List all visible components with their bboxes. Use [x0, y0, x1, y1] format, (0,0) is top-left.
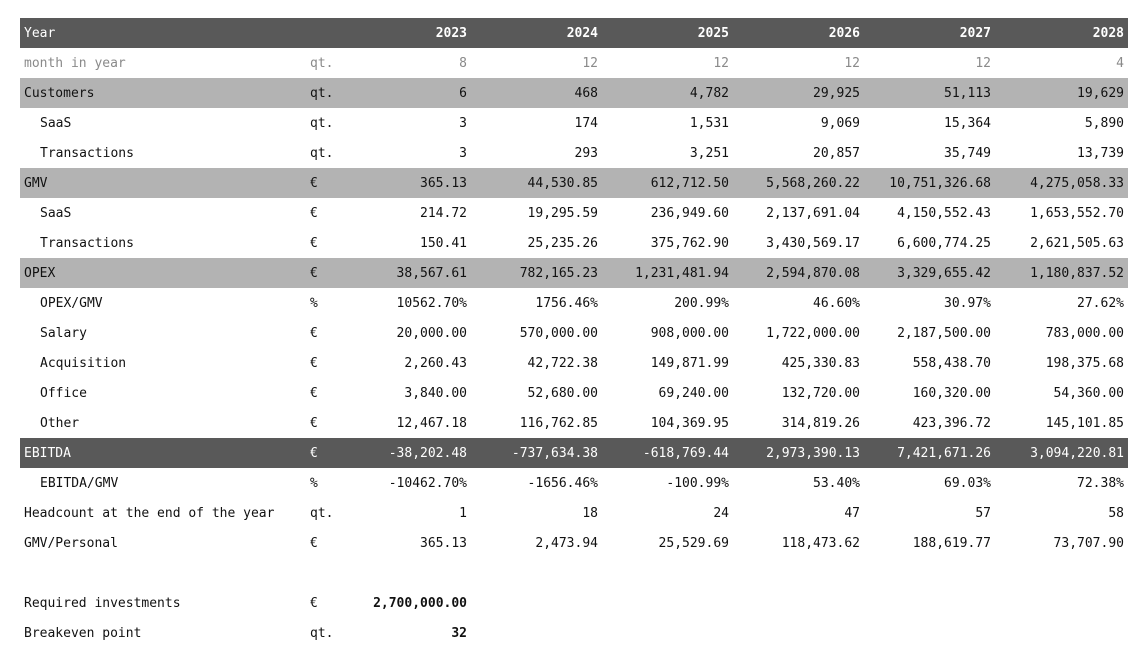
year-header-2028: 2028: [1092, 25, 1124, 41]
cell-2027: 10,751,326.68: [889, 175, 991, 191]
cell-2028: 783,000.00: [1045, 325, 1124, 341]
cell-2027: 35,749: [944, 145, 991, 161]
header-row: [20, 18, 1128, 48]
empty-cell: [864, 618, 995, 648]
row-label: GMV/Personal: [24, 535, 118, 551]
empty-cell: [602, 618, 733, 648]
cell-2027: 12: [975, 55, 991, 71]
cell-2028: 5,890: [1084, 115, 1124, 131]
unit-header: [308, 18, 340, 48]
cell-2023: 38,567.61: [396, 265, 467, 281]
empty-cell: [733, 588, 864, 618]
summary-row-breakeven-point: [20, 618, 1128, 648]
cell-2026: 2,973,390.13: [766, 445, 860, 461]
row-label: EBITDA/GMV: [40, 475, 119, 491]
cell-2028: 58: [1108, 505, 1124, 521]
row-unit: qt.: [310, 55, 334, 71]
year-header-2024: 2024: [566, 25, 598, 41]
summary-unit: qt.: [310, 625, 334, 641]
row-label: Headcount at the end of the year: [24, 505, 275, 521]
row-unit: €: [310, 325, 318, 341]
cell-2023: 150.41: [420, 235, 467, 251]
cell-2024: 52,680.00: [527, 385, 598, 401]
row-unit: %: [310, 475, 318, 491]
table-row-transactions: [20, 138, 1128, 168]
cell-2023: 3: [459, 115, 467, 131]
summary-unit: €: [310, 595, 318, 611]
table-row-gmv: [20, 168, 1128, 198]
cell-2025: 612,712.50: [650, 175, 729, 191]
cell-2025: 4,782: [689, 85, 729, 101]
cell-2028: 145,101.85: [1045, 415, 1124, 431]
cell-2025: 25,529.69: [658, 535, 729, 551]
cell-2024: 25,235.26: [527, 235, 598, 251]
table-row-customers: [20, 78, 1128, 108]
cell-2027: 57: [975, 505, 991, 521]
cell-2027: 6,600,774.25: [897, 235, 991, 251]
year-header-2023: 2023: [435, 25, 467, 41]
cell-2027: 423,396.72: [912, 415, 991, 431]
row-unit: qt.: [310, 505, 334, 521]
cell-2026: 53.40%: [813, 475, 860, 491]
row-label: SaaS: [40, 205, 72, 221]
row-unit: €: [310, 205, 318, 221]
cell-2025: 69,240.00: [658, 385, 729, 401]
cell-2028: 2,621,505.63: [1030, 235, 1124, 251]
cell-2023: 365.13: [420, 175, 467, 191]
cell-2023: 6: [459, 85, 467, 101]
cell-2027: 15,364: [944, 115, 991, 131]
cell-2026: 2,137,691.04: [766, 205, 860, 221]
cell-2024: 42,722.38: [527, 355, 598, 371]
cell-2026: 3,430,569.17: [766, 235, 860, 251]
empty-cell: [995, 588, 1128, 618]
row-unit: %: [310, 295, 318, 311]
row-unit: €: [310, 175, 318, 191]
cell-2028: 72.38%: [1077, 475, 1124, 491]
table-body: [20, 48, 1128, 558]
table-row-headcount-at-the-end-of-the-year: [20, 498, 1128, 528]
cell-2028: 1,180,837.52: [1030, 265, 1124, 281]
table-row-office: [20, 378, 1128, 408]
cell-2026: 314,819.26: [781, 415, 860, 431]
row-label: OPEX/GMV: [40, 295, 103, 311]
year-header-2026: 2026: [828, 25, 860, 41]
year-header-label: Year: [24, 25, 56, 41]
year-header-2025: 2025: [697, 25, 729, 41]
table-row-salary: [20, 318, 1128, 348]
cell-2024: -737,634.38: [511, 445, 598, 461]
cell-2027: 3,329,655.42: [897, 265, 991, 281]
summary-body: [20, 558, 1128, 648]
cell-2027: 7,421,671.26: [897, 445, 991, 461]
row-unit: €: [310, 265, 318, 281]
cell-2024: 293: [574, 145, 598, 161]
row-unit: €: [310, 355, 318, 371]
row-label: Salary: [40, 325, 87, 341]
empty-cell: [995, 618, 1128, 648]
cell-2028: 4: [1116, 55, 1124, 71]
cell-2024: 116,762.85: [519, 415, 598, 431]
cell-2025: 236,949.60: [650, 205, 729, 221]
cell-2026: 29,925: [813, 85, 860, 101]
cell-2023: 2,260.43: [404, 355, 467, 371]
row-label: SaaS: [40, 115, 72, 131]
cell-2027: 30.97%: [944, 295, 991, 311]
cell-2026: 2,594,870.08: [766, 265, 860, 281]
cell-2023: 8: [459, 55, 467, 71]
spacer-row: [20, 558, 1128, 588]
table-row-saas: [20, 108, 1128, 138]
cell-2028: 3,094,220.81: [1030, 445, 1124, 461]
row-unit: €: [310, 385, 318, 401]
empty-cell: [471, 618, 602, 648]
financial-model-sheet: [20, 18, 1128, 648]
cell-2026: 46.60%: [813, 295, 860, 311]
cell-2023: 3: [459, 145, 467, 161]
cell-2028: 4,275,058.33: [1030, 175, 1124, 191]
cell-2026: 9,069: [820, 115, 860, 131]
table-row-other: [20, 408, 1128, 438]
cell-2025: 1,531: [689, 115, 729, 131]
cell-2027: 558,438.70: [912, 355, 991, 371]
row-label: OPEX: [24, 265, 56, 281]
cell-2028: 1,653,552.70: [1030, 205, 1124, 221]
cell-2024: 2,473.94: [535, 535, 598, 551]
table-row-saas: [20, 198, 1128, 228]
empty-cell: [733, 618, 864, 648]
table-row-opex: [20, 258, 1128, 288]
row-label: Acquisition: [40, 355, 127, 371]
table-row-opex-gmv: [20, 288, 1128, 318]
cell-2027: 4,150,552.43: [897, 205, 991, 221]
row-label: Other: [40, 415, 80, 431]
cell-2024: 1756.46%: [535, 295, 598, 311]
row-label: month in year: [24, 55, 126, 71]
cell-2024: 18: [582, 505, 598, 521]
summary-value: 2,700,000.00: [373, 595, 467, 611]
spacer-cell: [20, 558, 1128, 588]
cell-2026: 1,722,000.00: [766, 325, 860, 341]
row-label: Office: [40, 385, 87, 401]
cell-2024: 782,165.23: [519, 265, 598, 281]
year-header-2027: 2027: [959, 25, 991, 41]
cell-2025: 24: [713, 505, 729, 521]
cell-2025: 375,762.90: [650, 235, 729, 251]
table-row-ebitda-gmv: [20, 468, 1128, 498]
empty-cell: [864, 588, 995, 618]
cell-2028: 13,739: [1077, 145, 1124, 161]
row-label: EBITDA: [24, 445, 71, 461]
cell-2026: 118,473.62: [781, 535, 860, 551]
cell-2025: -100.99%: [666, 475, 729, 491]
row-label: Customers: [24, 85, 95, 101]
cell-2027: 2,187,500.00: [897, 325, 991, 341]
table-row-month-in-year: [20, 48, 1128, 78]
cell-2028: 73,707.90: [1053, 535, 1124, 551]
cell-2027: 51,113: [944, 85, 991, 101]
cell-2023: 365.13: [420, 535, 467, 551]
cell-2025: 149,871.99: [650, 355, 729, 371]
row-unit: €: [310, 415, 318, 431]
cell-2023: 3,840.00: [404, 385, 467, 401]
row-label: GMV: [24, 175, 48, 191]
cell-2024: 44,530.85: [527, 175, 598, 191]
cell-2023: -10462.70%: [388, 475, 467, 491]
cell-2024: 19,295.59: [527, 205, 598, 221]
row-unit: €: [310, 445, 318, 461]
cell-2023: 214.72: [420, 205, 467, 221]
cell-2026: 132,720.00: [781, 385, 860, 401]
cell-2026: 20,857: [813, 145, 860, 161]
cell-2024: 468: [574, 85, 598, 101]
cell-2023: 10562.70%: [396, 295, 467, 311]
cell-2027: 188,619.77: [912, 535, 991, 551]
cell-2025: 3,251: [689, 145, 729, 161]
cell-2024: 12: [582, 55, 598, 71]
cell-2023: -38,202.48: [388, 445, 467, 461]
empty-cell: [602, 588, 733, 618]
cell-2027: 69.03%: [944, 475, 991, 491]
summary-label: Breakeven point: [24, 625, 142, 641]
empty-cell: [471, 588, 602, 618]
cell-2024: 570,000.00: [519, 325, 598, 341]
summary-value: 32: [451, 625, 467, 641]
row-unit: qt.: [310, 115, 334, 131]
cell-2026: 5,568,260.22: [766, 175, 860, 191]
cell-2025: 200.99%: [674, 295, 729, 311]
row-unit: €: [310, 235, 318, 251]
cell-2024: 174: [574, 115, 598, 131]
table-row-acquisition: [20, 348, 1128, 378]
row-unit: €: [310, 535, 318, 551]
row-label: Transactions: [40, 145, 134, 161]
cell-2025: 12: [713, 55, 729, 71]
row-label: Transactions: [40, 235, 134, 251]
row-unit: qt.: [310, 145, 334, 161]
cell-2028: 54,360.00: [1053, 385, 1124, 401]
summary-label: Required investments: [24, 595, 181, 611]
cell-2023: 20,000.00: [396, 325, 467, 341]
summary-row-required-investments: [20, 588, 1128, 618]
cell-2028: 27.62%: [1077, 295, 1124, 311]
cell-2026: 12: [844, 55, 860, 71]
cell-2025: -618,769.44: [642, 445, 729, 461]
cell-2025: 1,231,481.94: [635, 265, 729, 281]
cell-2028: 19,629: [1077, 85, 1124, 101]
cell-2025: 104,369.95: [650, 415, 729, 431]
cell-2023: 1: [459, 505, 467, 521]
financial-table: [20, 18, 1128, 648]
table-row-ebitda: [20, 438, 1128, 468]
table-row-gmv-personal: [20, 528, 1128, 558]
cell-2028: 198,375.68: [1045, 355, 1124, 371]
row-unit: qt.: [310, 85, 334, 101]
cell-2027: 160,320.00: [912, 385, 991, 401]
cell-2025: 908,000.00: [650, 325, 729, 341]
cell-2026: 425,330.83: [781, 355, 860, 371]
table-row-transactions: [20, 228, 1128, 258]
cell-2026: 47: [844, 505, 860, 521]
cell-2023: 12,467.18: [396, 415, 467, 431]
cell-2024: -1656.46%: [527, 475, 598, 491]
